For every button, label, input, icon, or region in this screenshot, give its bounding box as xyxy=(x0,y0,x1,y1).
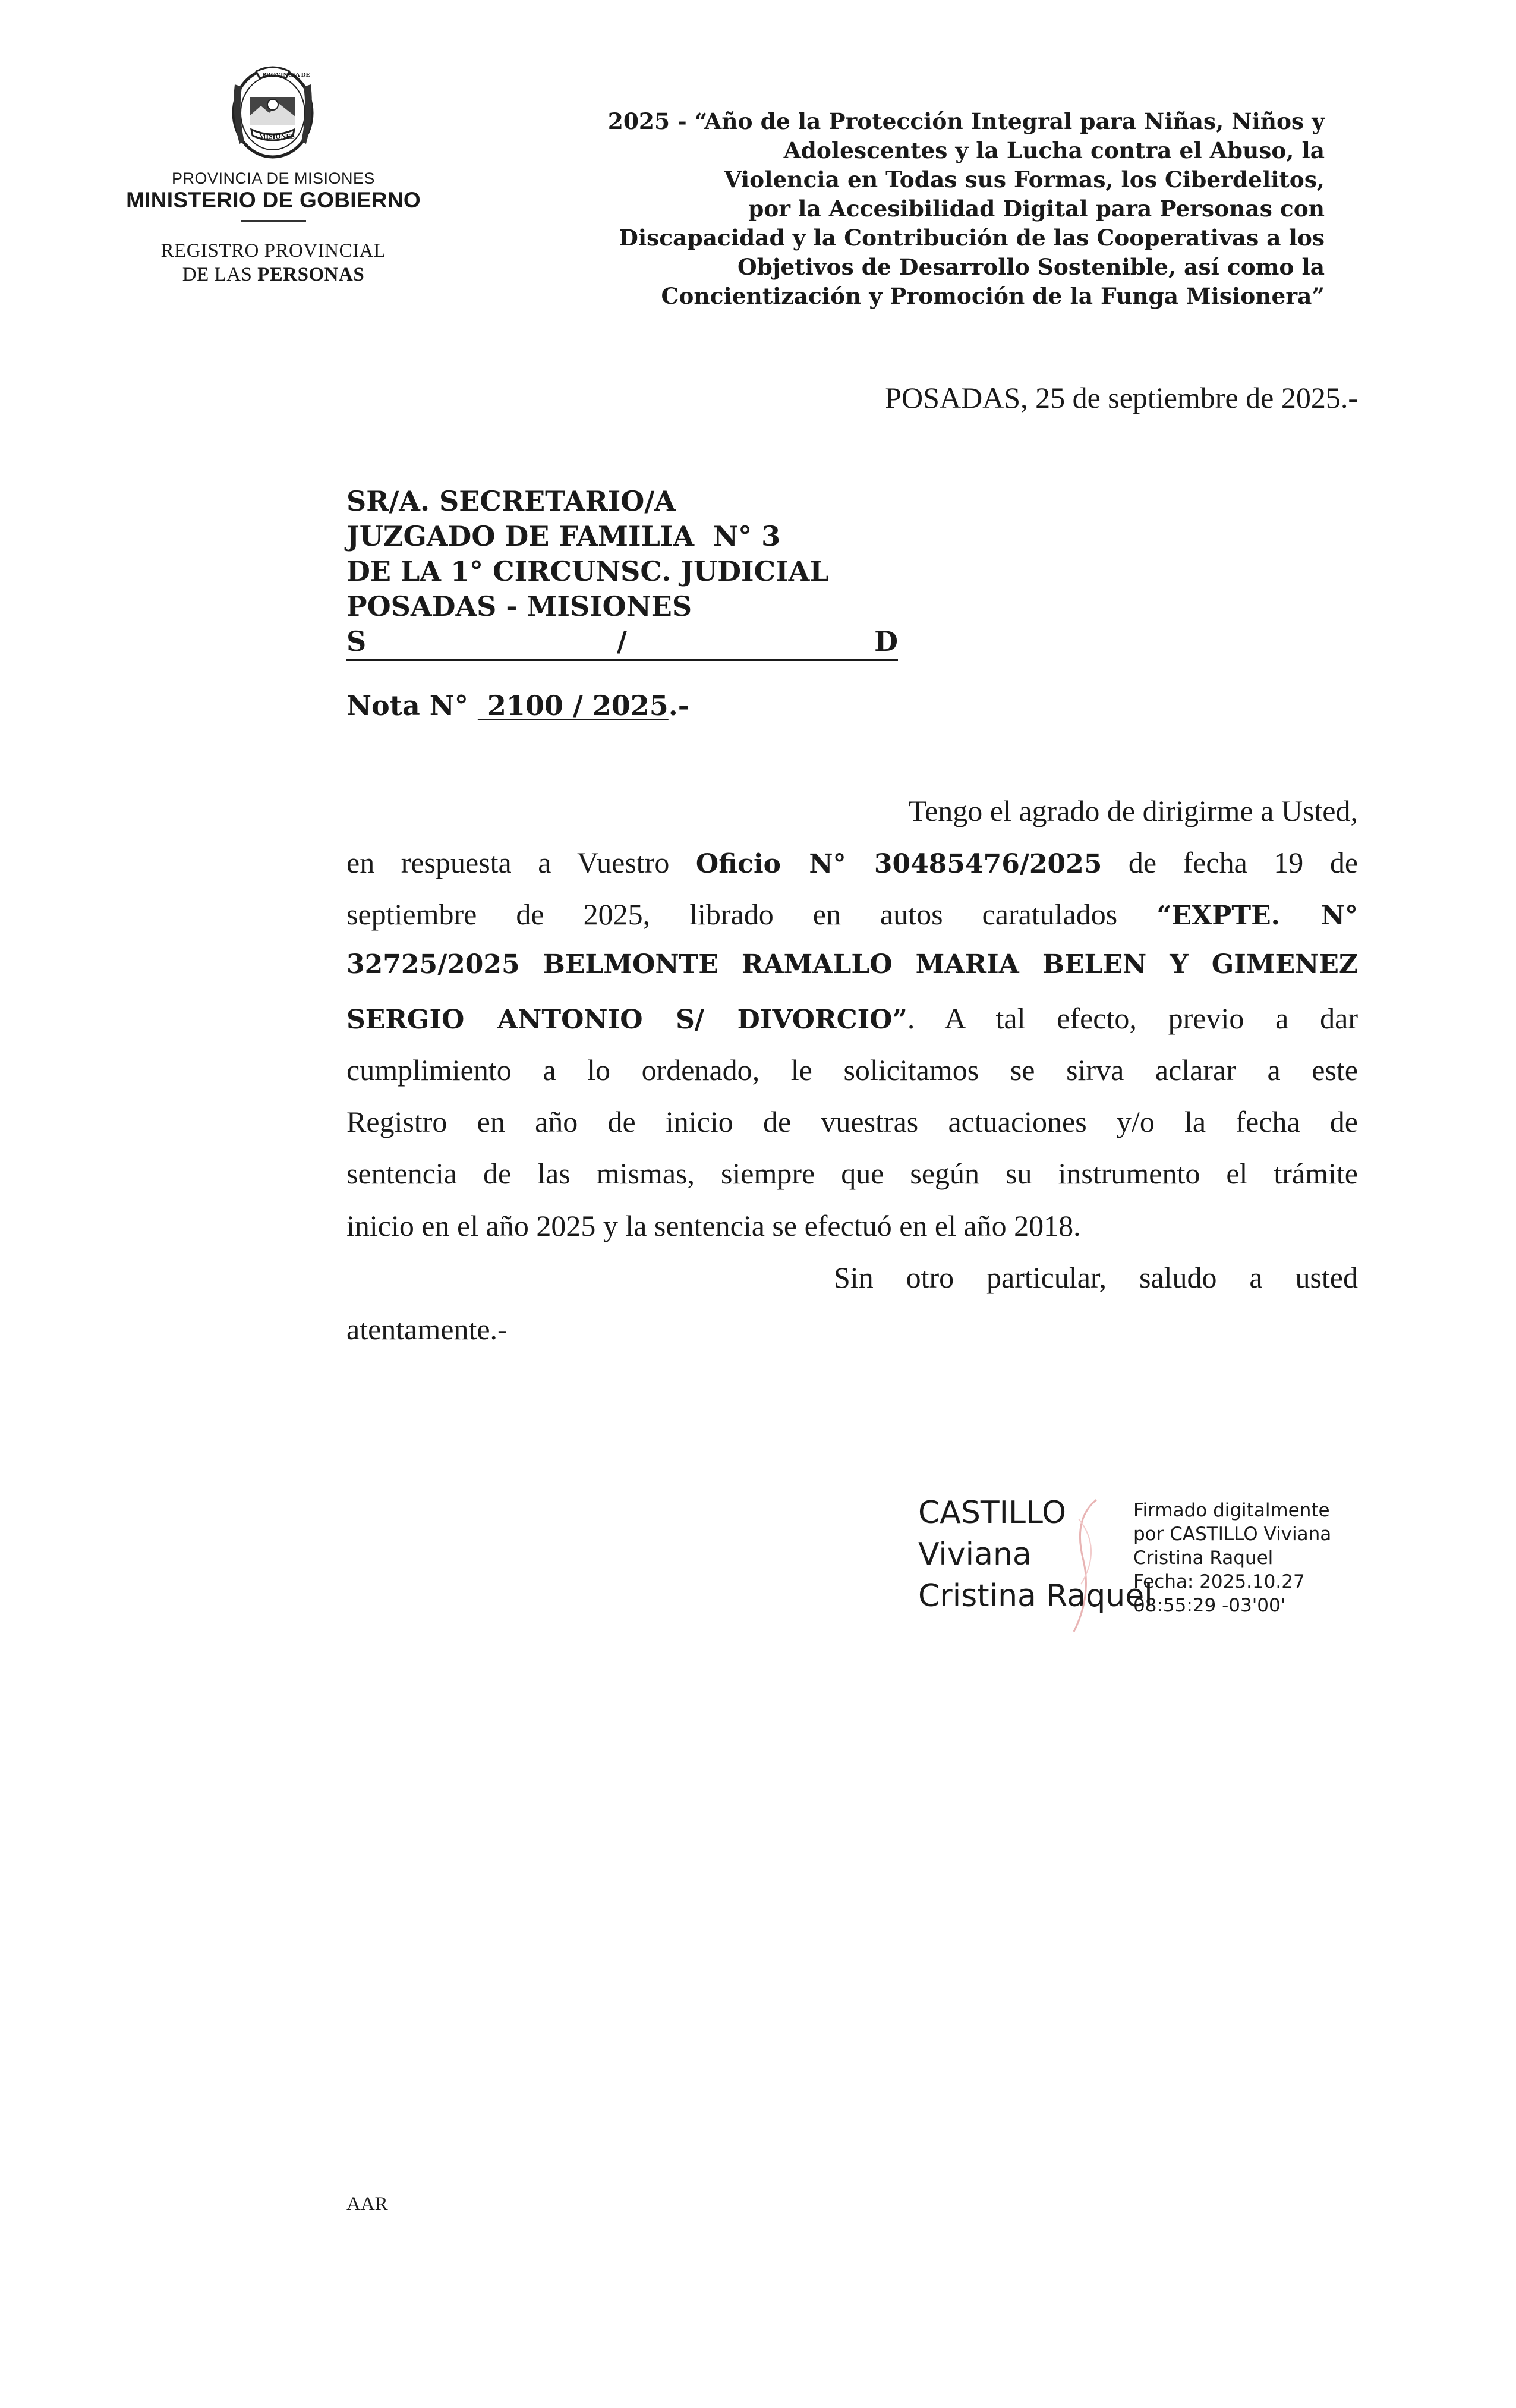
year-slogan xyxy=(552,107,1325,311)
note-suffix: .- xyxy=(668,690,689,722)
ministry-label: MINISTERIO DE GOBIERNO xyxy=(126,188,421,212)
svg-text:MISIONES: MISIONES xyxy=(259,132,295,140)
seal-text-top xyxy=(262,71,310,78)
signature-detail-line: 08:55:29 -03'00' xyxy=(1133,1595,1286,1616)
slogan-line: 2025 - “Año de la Protección Integral para Niñas, Niños y xyxy=(607,108,1325,134)
body-line: sentencia de las mismas, siempre que según su instrumento el trámite xyxy=(346,1157,1358,1190)
signer-name-line: Viviana xyxy=(918,1537,1032,1572)
addressee-line: SR/A. SECRETARIO/A xyxy=(346,485,676,517)
addressee-line: POSADAS - MISIONES xyxy=(346,590,692,622)
slogan-line: Adolescentes y la Lucha contra el Abuso, la xyxy=(783,137,1325,163)
addressee-line: DE LA 1° CIRCUNSC. JUDICIAL xyxy=(346,555,829,587)
body-line: cumplimiento a lo ordenado, le solicitamos se sirva aclarar a este xyxy=(346,1053,1358,1087)
signer-name-line: Cristina Raquel xyxy=(918,1578,1153,1614)
slogan-line: Concientización y Promoción de la Funga Misionera” xyxy=(661,283,1325,309)
addressee-block xyxy=(346,484,898,661)
body-line xyxy=(346,1001,1358,1035)
date-line: POSADAS, 25 de septiembre de 2025.- xyxy=(885,381,1358,414)
addressee-line: JUZGADO DE FAMILIA N° 3 xyxy=(346,520,781,552)
body-text: en respuesta a Vuestro xyxy=(346,846,670,879)
body-text: septiembre de 2025, librado en autos caratulados xyxy=(346,898,1118,931)
body-line: Registro en año de inicio de vuestras actuaciones y/o la fecha de xyxy=(346,1105,1358,1138)
body-line-closing: Sin otro particular, saludo a usted xyxy=(834,1261,1358,1294)
slogan-line: Discapacidad y la Contribución de las Cooperativas a los xyxy=(619,225,1325,251)
sd-d: D xyxy=(874,625,898,657)
slogan-line: Objetivos de Desarrollo Sostenible, así como la xyxy=(737,254,1325,280)
expediente-label: “EXPTE. N° xyxy=(1156,901,1358,931)
note-label: Nota N° xyxy=(346,690,468,722)
signature-detail-line: Firmado digitalmente xyxy=(1133,1500,1330,1521)
slogan-line: Violencia en Todas sus Formas, los Ciberdelitos, xyxy=(724,166,1325,193)
sd-line xyxy=(346,624,898,661)
seal-text-bottom xyxy=(259,132,295,140)
registry-label-line1: REGISTRO PROVINCIAL xyxy=(160,240,386,262)
body-line: inicio en el año 2025 y la sentencia se efectuó en el año 2018. xyxy=(346,1209,1081,1242)
body-text: . A tal efecto, previo a dar xyxy=(907,1002,1358,1035)
note-number-line xyxy=(346,690,689,722)
signer-name-line: CASTILLO xyxy=(918,1495,1067,1531)
registry-bold: PERSONAS xyxy=(257,264,365,285)
case-title-end: SERGIO ANTONIO S/ DIVORCIO” xyxy=(346,1005,907,1035)
body-line: atentamente.- xyxy=(346,1312,508,1346)
note-number: 2100 / 2025 xyxy=(477,690,669,722)
body-line xyxy=(346,845,1358,880)
registry-label-line2 xyxy=(131,264,416,286)
digital-signature-mark-icon xyxy=(1061,1495,1114,1638)
signature-detail-line: por CASTILLO Viviana xyxy=(1133,1524,1332,1545)
body-line xyxy=(346,897,1358,931)
typist-initials: AAR xyxy=(346,2193,388,2215)
letterhead-divider xyxy=(241,220,306,222)
signature-detail-line: Cristina Raquel xyxy=(1133,1547,1274,1569)
body-line-case-title: 32725/2025 BELMONTE RAMALLO MARIA BELEN Y GIMENEZ xyxy=(346,949,1358,980)
oficio-number: Oficio N° 30485476/2025 xyxy=(695,849,1102,879)
slogan-line: por la Accesibilidad Digital para Personas con xyxy=(748,196,1325,222)
provincial-seal-icon xyxy=(226,61,319,160)
body-line: Tengo el agrado de dirigirme a Usted, xyxy=(909,794,1358,827)
svg-text:PROVINCIA DE: PROVINCIA DE xyxy=(262,71,310,78)
sd-slash: / xyxy=(617,625,627,657)
registry-prefix: DE LAS xyxy=(182,264,253,285)
body-text: de fecha 19 de xyxy=(1128,846,1359,879)
signature-detail-line: Fecha: 2025.10.27 xyxy=(1133,1571,1305,1592)
sd-s: S xyxy=(346,625,367,657)
province-label: PROVINCIA DE MISIONES xyxy=(171,169,376,187)
